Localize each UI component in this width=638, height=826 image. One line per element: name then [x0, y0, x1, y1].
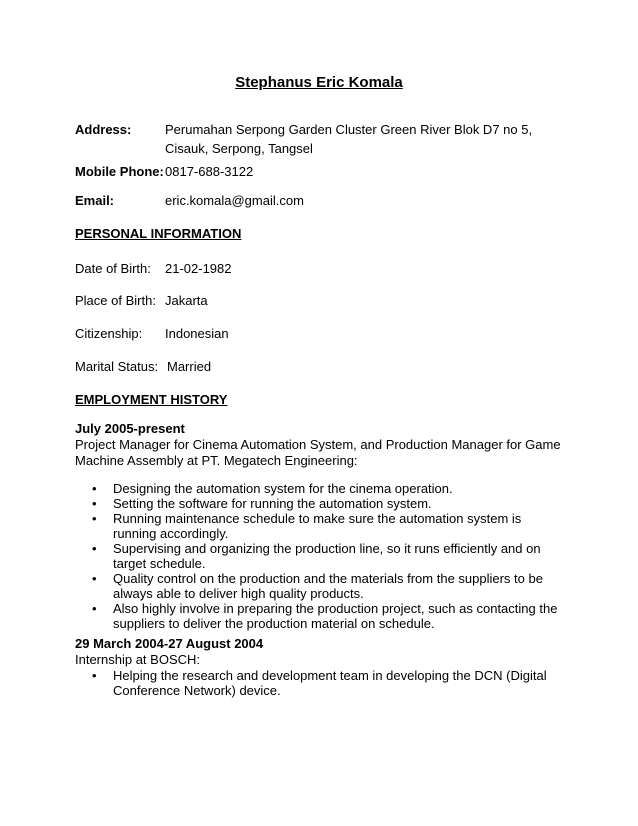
job-description: Internship at BOSCH: [75, 652, 200, 667]
job-period: July 2005-present [75, 421, 185, 436]
dob-label: Date of Birth: [75, 261, 151, 276]
email-label: Email: [75, 193, 115, 208]
list-item: • Running maintenance schedule to make sure the automation system is running accordingly. [75, 511, 560, 541]
personal-info-heading: PERSONAL INFORMATION [75, 226, 242, 241]
pob-label: Place of Birth: [75, 293, 156, 308]
marital-label: Marital Status: [75, 359, 159, 374]
phone-value: 0817-688-3122 [165, 164, 254, 179]
list-item: • Setting the software for running the automation system. [75, 496, 560, 511]
phone-label: Mobile Phone: [75, 164, 164, 179]
address-value: Perumahan Serpong Garden Cluster Green River Blok D7 no 5, Cisauk, Serpong, Tangsel [165, 122, 533, 156]
job-period: 29 March 2004-27 August 2004 [75, 636, 264, 651]
citizenship-value: Indonesian [165, 326, 229, 341]
address-label: Address: [75, 122, 132, 137]
list-item: • Helping the research and development team in developing the DCN (Digital Conference Network) device. [75, 668, 560, 698]
resume-name: Stephanus Eric Komala [235, 74, 403, 91]
employment-heading: EMPLOYMENT HISTORY [75, 392, 228, 407]
email-value: eric.komala@gmail.com [165, 193, 304, 208]
job-duties-list [75, 668, 560, 698]
list-item: • Designing the automation system for the cinema operation. [75, 481, 560, 496]
marital-value: Married [167, 359, 212, 374]
pob-value: Jakarta [165, 293, 208, 308]
job-duties-list [75, 481, 560, 631]
list-item: • Also highly involve in preparing the production project, such as contacting the suppliers to deliver the production material on schedule. [75, 601, 560, 631]
citizenship-label: Citizenship: [75, 326, 143, 341]
dob-value: 21-02-1982 [165, 261, 232, 276]
job-description: Project Manager for Cinema Automation System, and Production Manager for Game Machine Assembly at PT. Megatech Engineering: [75, 437, 561, 468]
list-item: • Quality control on the production and the materials from the suppliers to be always able to deliver high quality products. [75, 571, 560, 601]
list-item: • Supervising and organizing the production line, so it runs efficiently and on target schedule. [75, 541, 560, 571]
